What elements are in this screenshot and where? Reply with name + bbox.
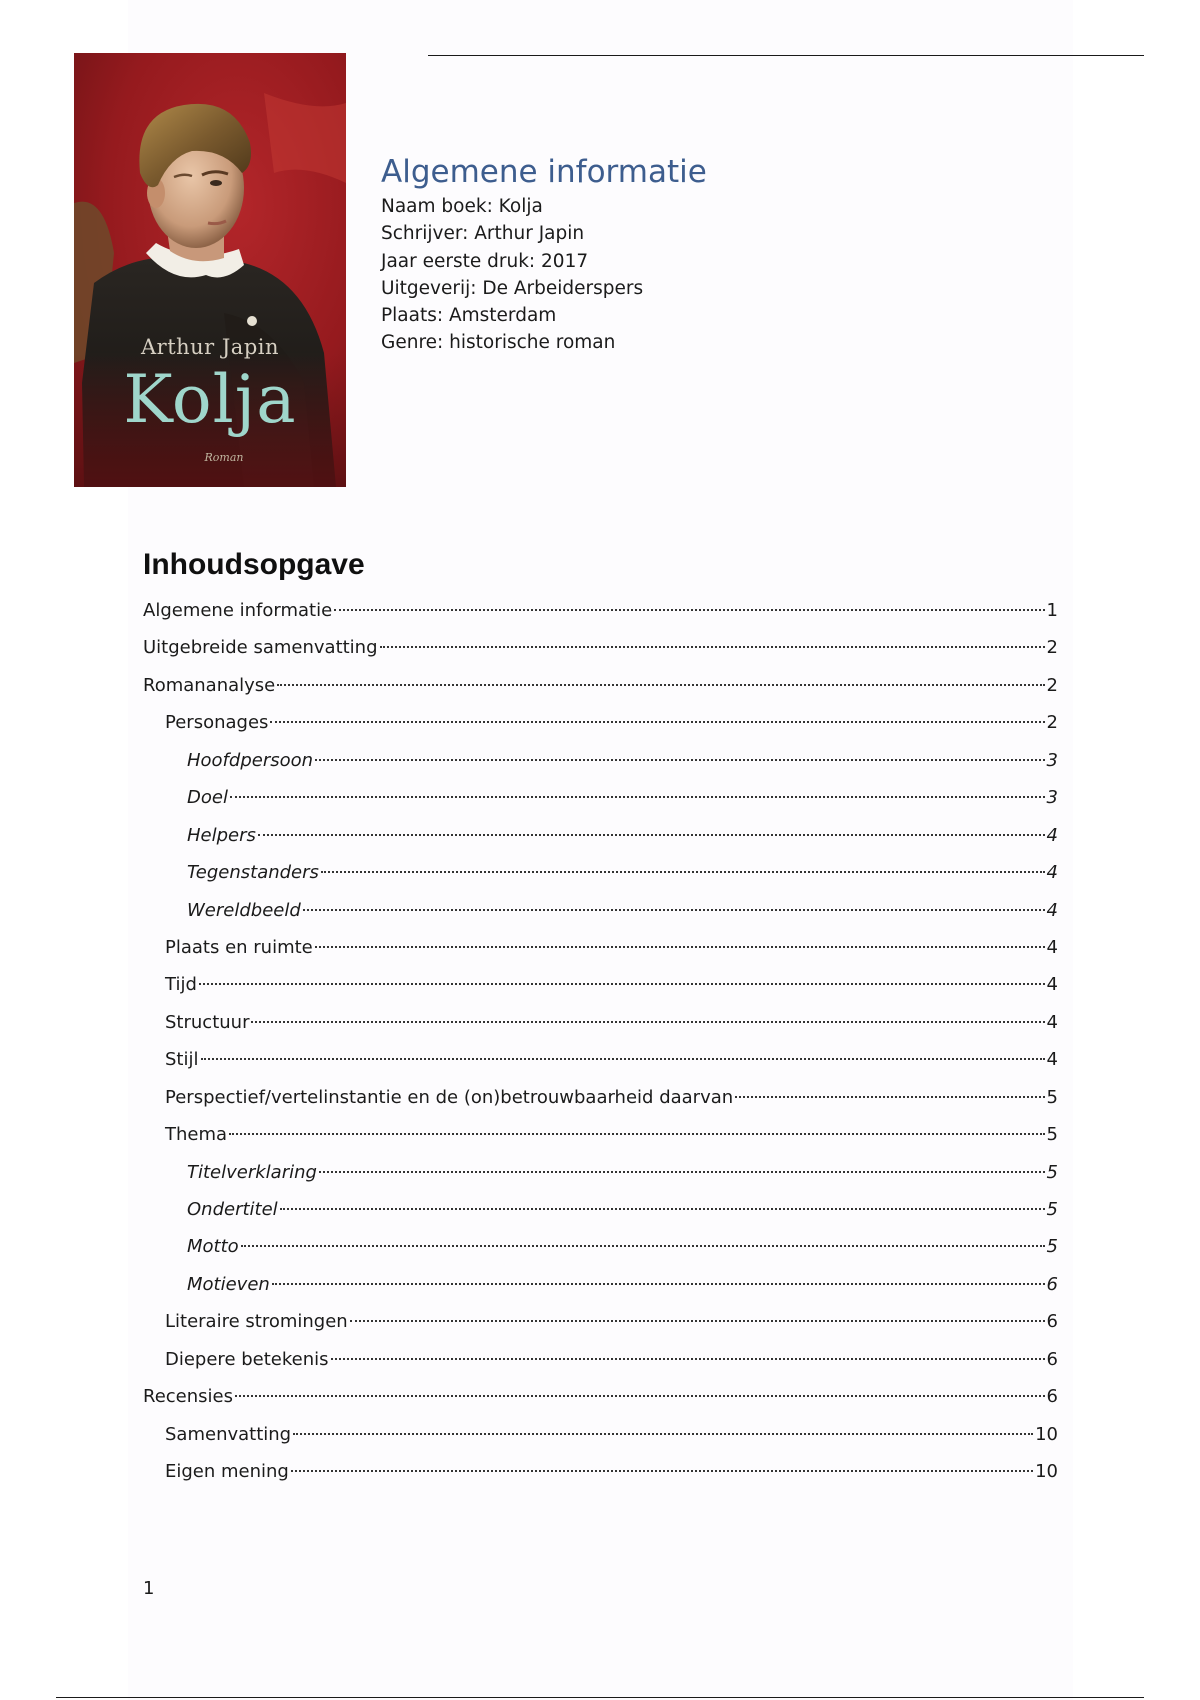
- toc-entry-page: 4: [1046, 1011, 1058, 1033]
- toc-entry[interactable]: [143, 704, 1058, 741]
- info-line-first-print-year: Jaar eerste druk: 2017: [381, 250, 589, 272]
- toc-entry[interactable]: [143, 1416, 1058, 1453]
- book-cover-image: [74, 53, 346, 487]
- toc-entry-label: Thema: [165, 1124, 228, 1146]
- toc-entry[interactable]: [143, 1303, 1058, 1340]
- toc-entry-label: Hoofdpersoon: [187, 749, 314, 771]
- page-number: 1: [143, 1578, 155, 1599]
- toc-dot-leader: [319, 1171, 1045, 1173]
- toc-entry-page: 5: [1046, 1161, 1058, 1183]
- toc-entry-label: Uitgebreide samenvatting: [143, 637, 378, 659]
- toc-entry-label: Plaats en ruimte: [165, 936, 313, 958]
- toc-entry[interactable]: [143, 667, 1058, 704]
- footer-rule: [56, 1697, 1144, 1698]
- toc-entry-page: 2: [1046, 637, 1058, 659]
- toc-entry-label: Diepere betekenis: [165, 1348, 329, 1370]
- toc-entry-page: 4: [1046, 824, 1058, 846]
- toc-entry-page: 6: [1046, 1273, 1058, 1295]
- toc-entry-page: 4: [1046, 974, 1058, 996]
- toc-entry-label: Algemene informatie: [143, 600, 333, 621]
- toc-entry[interactable]: [143, 929, 1058, 966]
- toc-entry-label: Samenvatting: [165, 1423, 292, 1445]
- toc-dot-leader: [291, 1470, 1033, 1472]
- toc-entry[interactable]: [143, 592, 1058, 629]
- general-info-section: [381, 152, 901, 357]
- toc-entry[interactable]: [143, 629, 1058, 666]
- toc-dot-leader: [199, 983, 1045, 985]
- toc-dot-leader: [272, 1283, 1045, 1285]
- toc-entry[interactable]: [143, 1041, 1058, 1078]
- toc-dot-leader: [229, 1133, 1045, 1135]
- toc-entry[interactable]: [143, 892, 1058, 929]
- toc-entry-page: 10: [1035, 1461, 1058, 1483]
- toc-entry[interactable]: [143, 779, 1058, 816]
- toc-entry[interactable]: [143, 817, 1058, 854]
- toc-dot-leader: [201, 1058, 1045, 1060]
- toc-entry-label: Motto: [187, 1236, 239, 1258]
- toc-dot-leader: [331, 1358, 1045, 1360]
- toc-entry-label: Tegenstanders: [187, 862, 319, 884]
- toc-entry-page: 3: [1046, 749, 1058, 771]
- toc-dot-leader: [258, 834, 1045, 836]
- toc-entry[interactable]: [143, 1191, 1058, 1228]
- toc-dot-leader: [334, 609, 1044, 611]
- info-line-author: Schrijver: Arthur Japin: [381, 223, 585, 245]
- toc-dot-leader: [235, 1395, 1045, 1397]
- toc-dot-leader: [230, 796, 1045, 798]
- toc-entry-label: Ondertitel: [187, 1199, 278, 1220]
- toc-entry-page: 5: [1046, 1236, 1058, 1258]
- toc-dot-leader: [315, 946, 1045, 948]
- toc-entry-label: Eigen mening: [165, 1461, 289, 1483]
- toc-entry-label: Titelverklaring: [187, 1161, 317, 1183]
- toc-entry-page: 2: [1046, 712, 1058, 734]
- toc-entry[interactable]: [143, 1004, 1058, 1041]
- toc-entry-label: Perspectief/vertelinstantie en de (on)betrouwbaarheid daarvan: [165, 1086, 734, 1108]
- toc-entry-label: Doel: [187, 787, 228, 809]
- toc-dot-leader: [315, 759, 1045, 761]
- toc-entry-page: 4: [1046, 1049, 1058, 1071]
- toc-entry-page: 1: [1046, 600, 1058, 621]
- info-line-place: Plaats: Amsterdam: [381, 305, 557, 327]
- toc-dot-leader: [251, 1021, 1044, 1023]
- toc-entry-label: Romananalyse: [143, 674, 276, 696]
- toc-dot-leader: [735, 1096, 1044, 1098]
- toc-entry[interactable]: [143, 1453, 1058, 1490]
- toc-entry-label: Helpers: [187, 824, 256, 846]
- general-info-heading: Algemene informatie: [381, 154, 707, 190]
- toc-dot-leader: [293, 1433, 1033, 1435]
- toc-dot-leader: [280, 1208, 1045, 1210]
- toc-entry-label: Wereldbeeld: [187, 899, 301, 921]
- toc-dot-leader: [380, 646, 1045, 648]
- toc-entry-page: 2: [1046, 674, 1058, 696]
- toc-entry[interactable]: [143, 1341, 1058, 1378]
- toc-entry-page: 6: [1046, 1311, 1058, 1333]
- toc-entry-page: 3: [1046, 787, 1058, 809]
- toc-entry[interactable]: [143, 1228, 1058, 1265]
- cover-subtitle: Roman: [204, 451, 244, 464]
- toc-dot-leader: [241, 1245, 1045, 1247]
- cover-author: Arthur Japin: [140, 335, 280, 359]
- toc-entry-label: Motieven: [187, 1273, 270, 1295]
- toc-entry-label: Recensies: [143, 1386, 233, 1408]
- toc-entry-label: Tijd: [165, 974, 197, 996]
- toc-entry[interactable]: [143, 1266, 1058, 1303]
- toc-entry-page: 10: [1035, 1423, 1058, 1445]
- toc-entry[interactable]: [143, 742, 1058, 779]
- toc-entry[interactable]: [143, 1154, 1058, 1191]
- toc-entry-label: Structuur: [165, 1011, 250, 1033]
- toc-heading: Inhoudsopgave: [143, 548, 365, 581]
- cover-title: Kolja: [123, 361, 297, 438]
- toc-entry-page: 5: [1046, 1124, 1058, 1146]
- toc-entry[interactable]: [143, 1116, 1058, 1153]
- toc-entry[interactable]: [143, 966, 1058, 1003]
- toc-entry-page: 4: [1046, 899, 1058, 921]
- info-line-publisher: Uitgeverij: De Arbeiderspers: [381, 277, 644, 299]
- header-rule: [428, 55, 1144, 56]
- toc-entry-page: 4: [1046, 936, 1058, 958]
- toc-entry[interactable]: [143, 1378, 1058, 1415]
- toc-dot-leader: [303, 909, 1045, 911]
- toc-entry[interactable]: [143, 854, 1058, 891]
- toc-entry-page: 5: [1046, 1199, 1058, 1220]
- toc-entry-label: Stijl: [165, 1049, 199, 1071]
- info-line-genre: Genre: historische roman: [381, 332, 616, 354]
- toc-dot-leader: [350, 1320, 1045, 1322]
- toc-entry-page: 4: [1046, 862, 1058, 884]
- toc-dot-leader: [321, 871, 1045, 873]
- table-of-contents: [143, 592, 1058, 1491]
- toc-entry-page: 6: [1046, 1386, 1058, 1408]
- toc-entry[interactable]: [143, 1079, 1058, 1116]
- toc-entry-page: 6: [1046, 1348, 1058, 1370]
- toc-dot-leader: [270, 721, 1044, 723]
- toc-entry-label: Personages: [165, 712, 269, 734]
- toc-entry-label: Literaire stromingen: [165, 1311, 348, 1333]
- toc-dot-leader: [277, 684, 1044, 686]
- info-line-book-name: Naam boek: Kolja: [381, 196, 543, 217]
- toc-entry-page: 5: [1046, 1086, 1058, 1108]
